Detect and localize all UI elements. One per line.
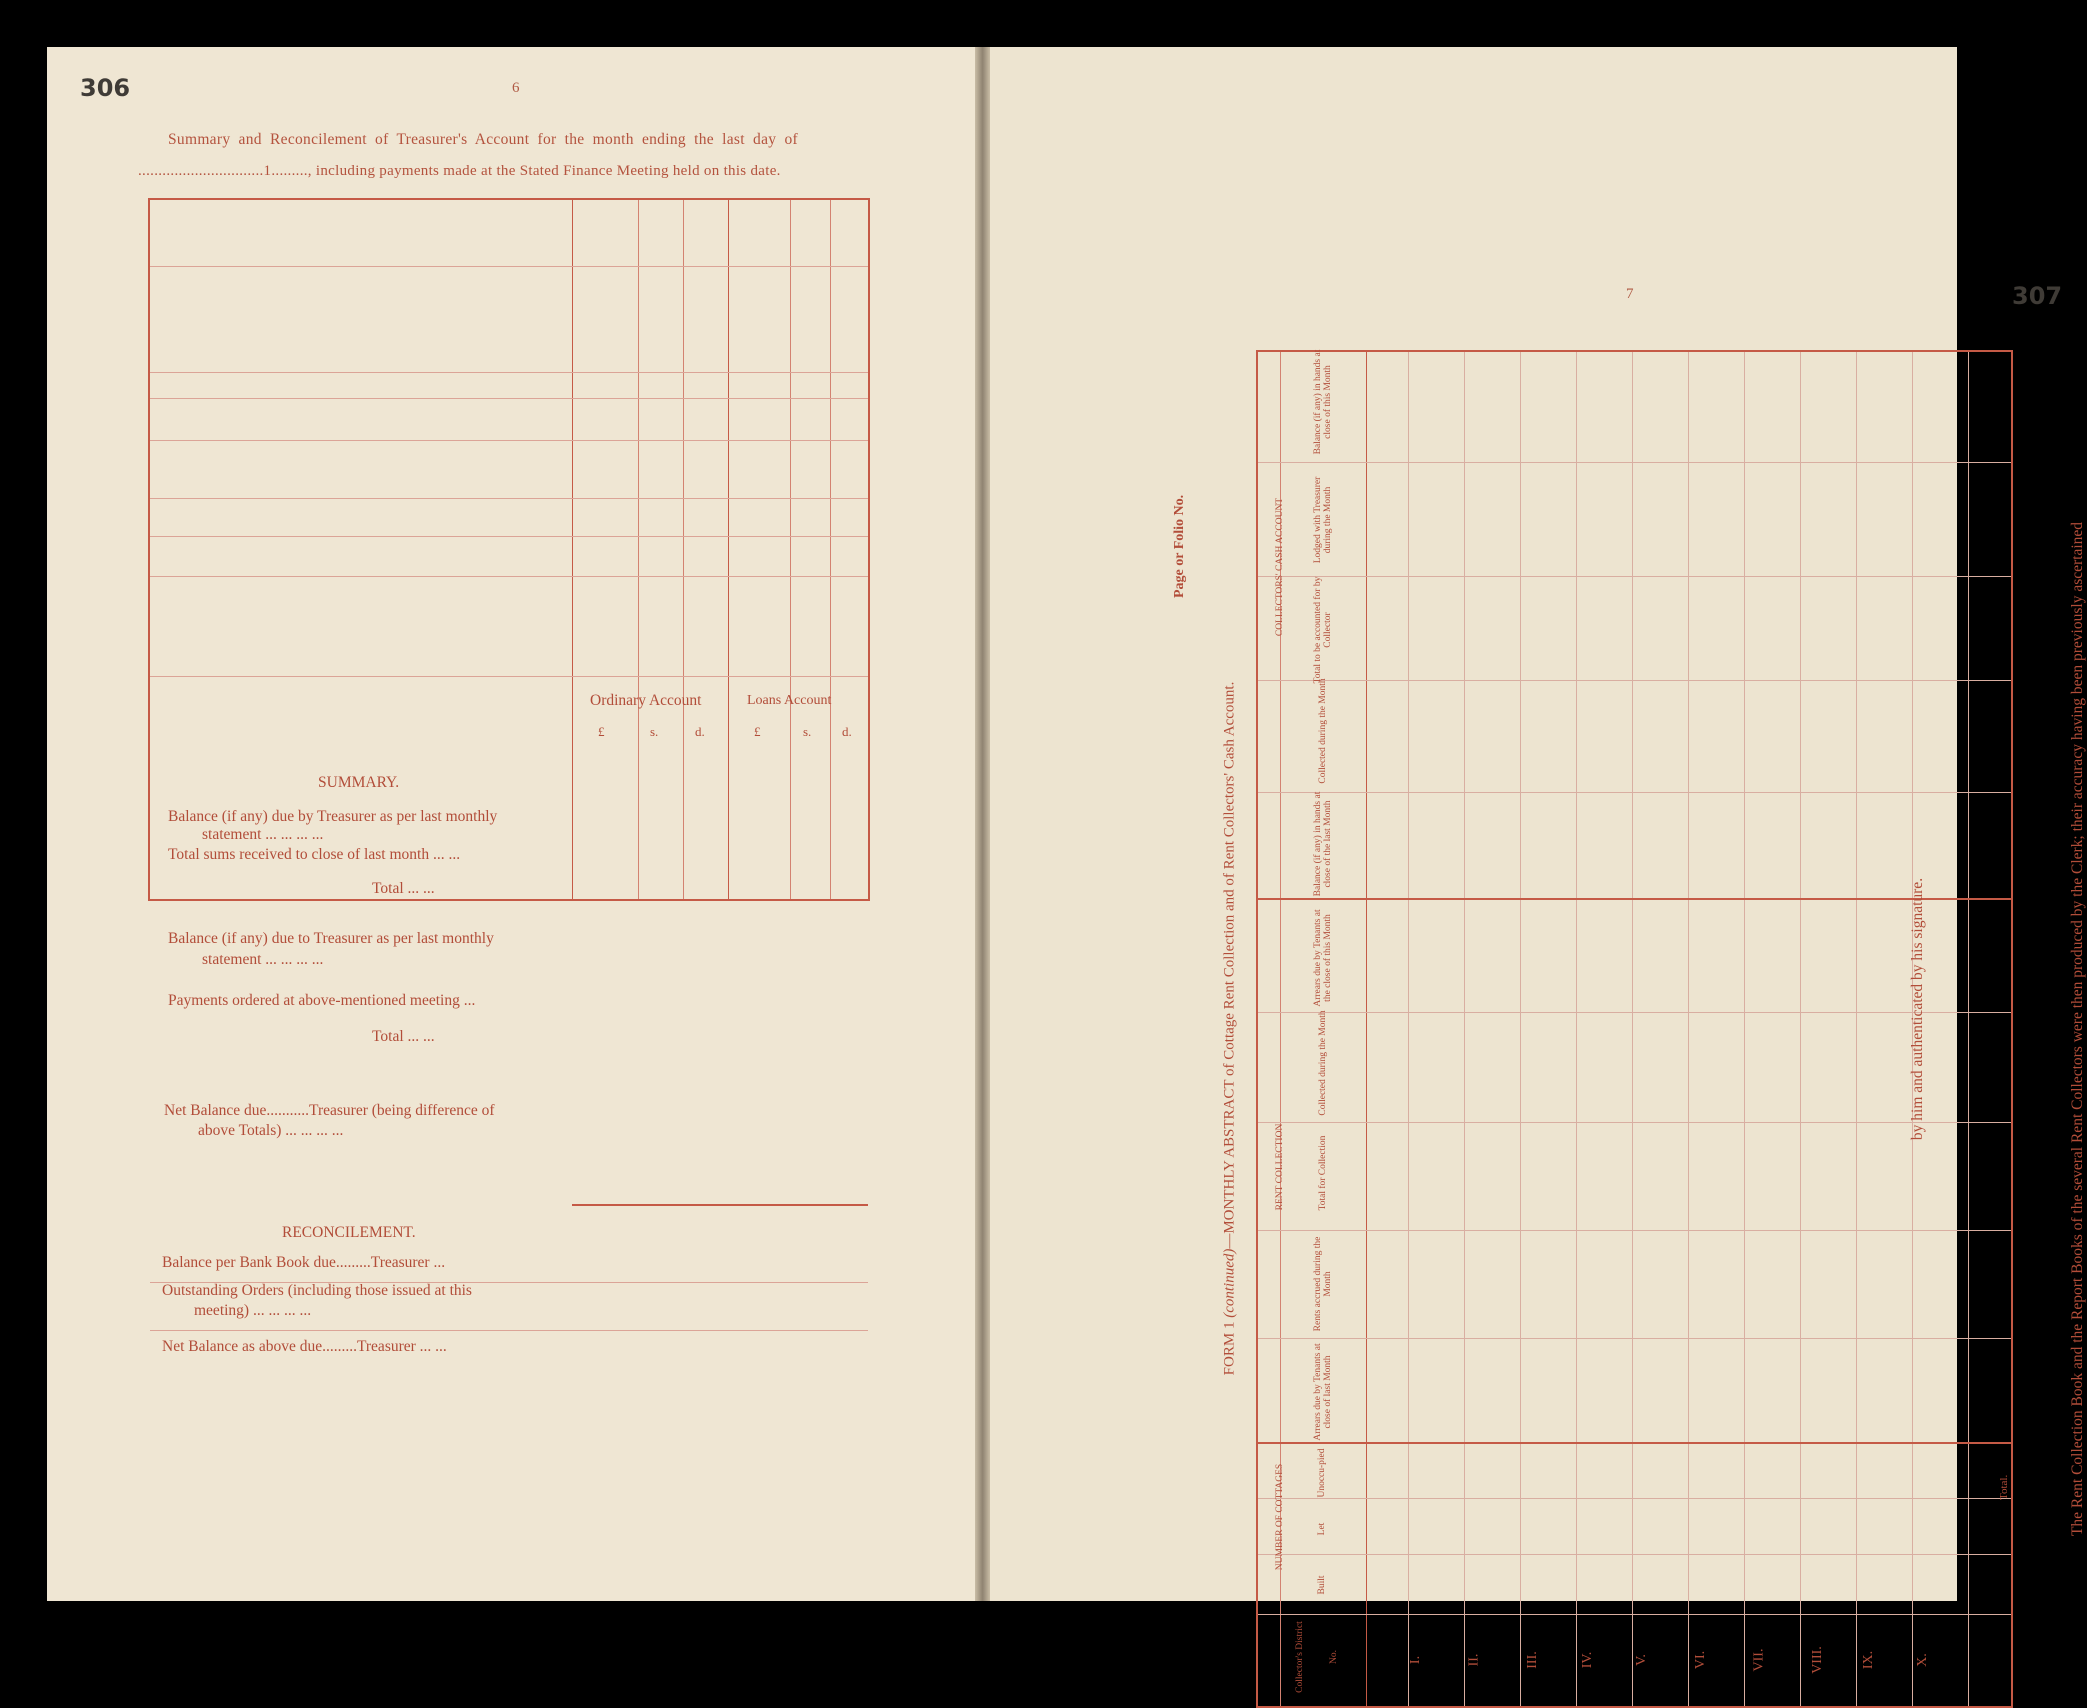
footnote-line1: The Rent Collection Book and the Report Books of the several Rent Collectors were then produced by the Clerk; their accuracy having been previously ascertained: [2069, 521, 2086, 1537]
loans-pound-header: £: [754, 724, 761, 739]
book-gutter: [975, 47, 990, 1601]
row-rule: [150, 398, 868, 399]
left-heading-line1: Summary and Reconcilement of Treasurer's Account for the month ending the last day of: [168, 131, 798, 148]
divider-ord-d: [683, 200, 684, 899]
grid-col: [1688, 352, 1689, 1706]
grid-col: [1968, 352, 1969, 1706]
col-total-collection: Total for Collection: [1318, 1135, 1328, 1211]
grid-row: [1258, 1498, 2011, 1499]
balance-due-by-line2: statement ... ... ... ...: [202, 826, 324, 843]
net-balance-above: Net Balance as above due.........Treasurer ... ...: [162, 1338, 447, 1355]
district-number: VII.: [1751, 1648, 1767, 1672]
outstanding-line1: Outstanding Orders (including those issued at this: [162, 1282, 472, 1299]
footnote-line2: by him and authenticated by his signature.: [1909, 877, 1926, 1141]
grid-col: [1408, 352, 1409, 1706]
ordinary-pence-header: d.: [695, 724, 705, 739]
ordinary-pound-header: £: [598, 724, 605, 739]
form-title-prefix: FORM 1: [1221, 1321, 1238, 1376]
loans-pence-header: d.: [842, 724, 852, 739]
col-collected-rent: Collected during the Month: [1318, 1010, 1328, 1116]
district-number: VI.: [1693, 1650, 1709, 1670]
left-heading-line2: ...............................1........., including payments made at the Stated Finance Meeting held on this date.: [138, 163, 781, 179]
total-1: Total ... ...: [372, 880, 435, 897]
grid-row: [1258, 576, 2011, 577]
grid-row: [1258, 1122, 2011, 1123]
ordinary-shilling-header: s.: [650, 724, 659, 739]
row-rule: [150, 576, 868, 577]
right-stamp-number: 307: [2012, 282, 2063, 310]
section-rent-title: RENT COLLECTION: [1275, 1123, 1285, 1211]
district-number: V.: [1633, 1654, 1649, 1666]
col-balance-last: Balance (if any) in hands at close of the last Month: [1313, 791, 1333, 897]
folio-label: Page or Folio No.: [1172, 494, 1187, 598]
header-band-rule: [1366, 352, 1367, 1706]
divider-ord-s: [638, 200, 639, 899]
row-rule: [150, 372, 868, 373]
col-built: Built: [1317, 1575, 1327, 1595]
grid-col: [1856, 352, 1857, 1706]
grid-row: [1258, 1554, 2011, 1555]
balance-due-to-line2: statement ... ... ... ...: [202, 951, 324, 968]
loans-account-header: Loans Account: [747, 693, 832, 708]
left-stamp-number: 306: [80, 74, 131, 102]
district-number: IX.: [1861, 1650, 1877, 1670]
grid-row: [1258, 1338, 2011, 1339]
grid-row: [1258, 680, 2011, 681]
section-cottages-title: NUMBER OF COTTAGES: [1275, 1463, 1285, 1571]
form-title-rest: —MONTHLY ABSTRACT of Cottage Rent Collection and of Rent Collectors' Cash Account.: [1221, 681, 1238, 1249]
header-rule: [150, 266, 868, 267]
grid-col: [1520, 352, 1521, 1706]
treasurer-summary-table: [148, 198, 2086, 1693]
total-2: Total ... ...: [372, 1028, 435, 1045]
grid-col: [1576, 352, 1577, 1706]
grid-row: [1258, 462, 2011, 463]
ordinary-account-header: Ordinary Account: [590, 692, 702, 709]
grid-row: [1258, 792, 2011, 793]
col-arrears-this: Arrears due by Tenants at the close of this Month: [1313, 909, 1333, 1007]
rent-cottages-divider: [1258, 1442, 2011, 1444]
row-rule: [150, 536, 868, 537]
row-rule: [150, 440, 868, 441]
form-title-continued: (continued): [1221, 1248, 1238, 1318]
outstanding-line2: meeting) ... ... ... ...: [194, 1302, 312, 1319]
grid-row: [1258, 1012, 2011, 1013]
row-rule: [150, 1330, 868, 1331]
district-number: VIII.: [1809, 1646, 1825, 1674]
balance-due-by-line1: Balance (if any) due by Treasurer as per last monthly: [168, 808, 498, 825]
divider-label-col: [572, 200, 573, 899]
col-unoccupied: Unoccu-pied: [1317, 1448, 1327, 1498]
bank-book-row: Balance per Bank Book due.........Treasurer ...: [162, 1254, 446, 1271]
grid-col: [1744, 352, 1745, 1706]
total-sums-received: Total sums received to close of last month ... ...: [168, 846, 461, 863]
payments-ordered: Payments ordered at above-mentioned meeting ...: [168, 992, 476, 1009]
district-number: X.: [1914, 1653, 1930, 1667]
grid-col: [1800, 352, 1801, 1706]
net-balance-line1: Net Balance due...........Treasurer (being difference of: [164, 1102, 495, 1119]
grid-col: [1464, 352, 1465, 1706]
col-rents-accrued: Rents accrued during the Month: [1313, 1236, 1333, 1332]
rent-collection-table: [1256, 350, 2013, 1708]
section-cash-title: COLLECTORS' CASH ACCOUNT: [1275, 497, 1285, 637]
district-number: III.: [1524, 1651, 1540, 1669]
balance-due-to-line1: Balance (if any) due to Treasurer as per last monthly: [168, 930, 494, 947]
net-balance-line2: above Totals) ... ... ... ...: [198, 1122, 344, 1139]
col-arrears-last: Arrears due by Tenants at close of last Month: [1313, 1343, 1333, 1441]
col-no: No.: [1329, 1650, 1339, 1664]
district-number: II.: [1466, 1653, 1482, 1667]
col-let: Let: [1317, 1522, 1327, 1536]
divider-loans: [728, 200, 729, 899]
loans-shilling-header: s.: [803, 724, 812, 739]
cash-rent-divider: [1258, 898, 2011, 900]
divider-loans-s: [790, 200, 791, 899]
col-district: Collector's District: [1295, 1621, 1305, 1693]
col-collected-cash: Collected during the Month: [1318, 678, 1328, 784]
col-total-accounted: Total to be accounted for by Collector: [1313, 576, 1333, 684]
grid-row: [1258, 1614, 2011, 1615]
totals-rule: [572, 1204, 868, 1206]
form-title: [1222, 589, 1239, 1469]
grid-col: [1632, 352, 1633, 1706]
row-rule: [150, 676, 868, 1355]
summary-title: SUMMARY.: [318, 774, 400, 791]
grid-row: [1258, 1230, 2011, 1231]
district-number: IV.: [1580, 1651, 1596, 1669]
district-number: I.: [1408, 1655, 1424, 1665]
col-lodged: Lodged with Treasurer during the Month: [1313, 476, 1333, 564]
left-page-number: 6: [512, 80, 520, 96]
divider-loans-d: [830, 200, 831, 899]
row-rule: [150, 498, 868, 499]
total-label: Total.: [1998, 1474, 2010, 1500]
reconcilement-title: RECONCILEMENT.: [282, 1224, 416, 1241]
col-balance-this: Balance (if any) in hands at close of this Month: [1313, 349, 1333, 455]
right-page-number: 7: [1626, 286, 1634, 302]
